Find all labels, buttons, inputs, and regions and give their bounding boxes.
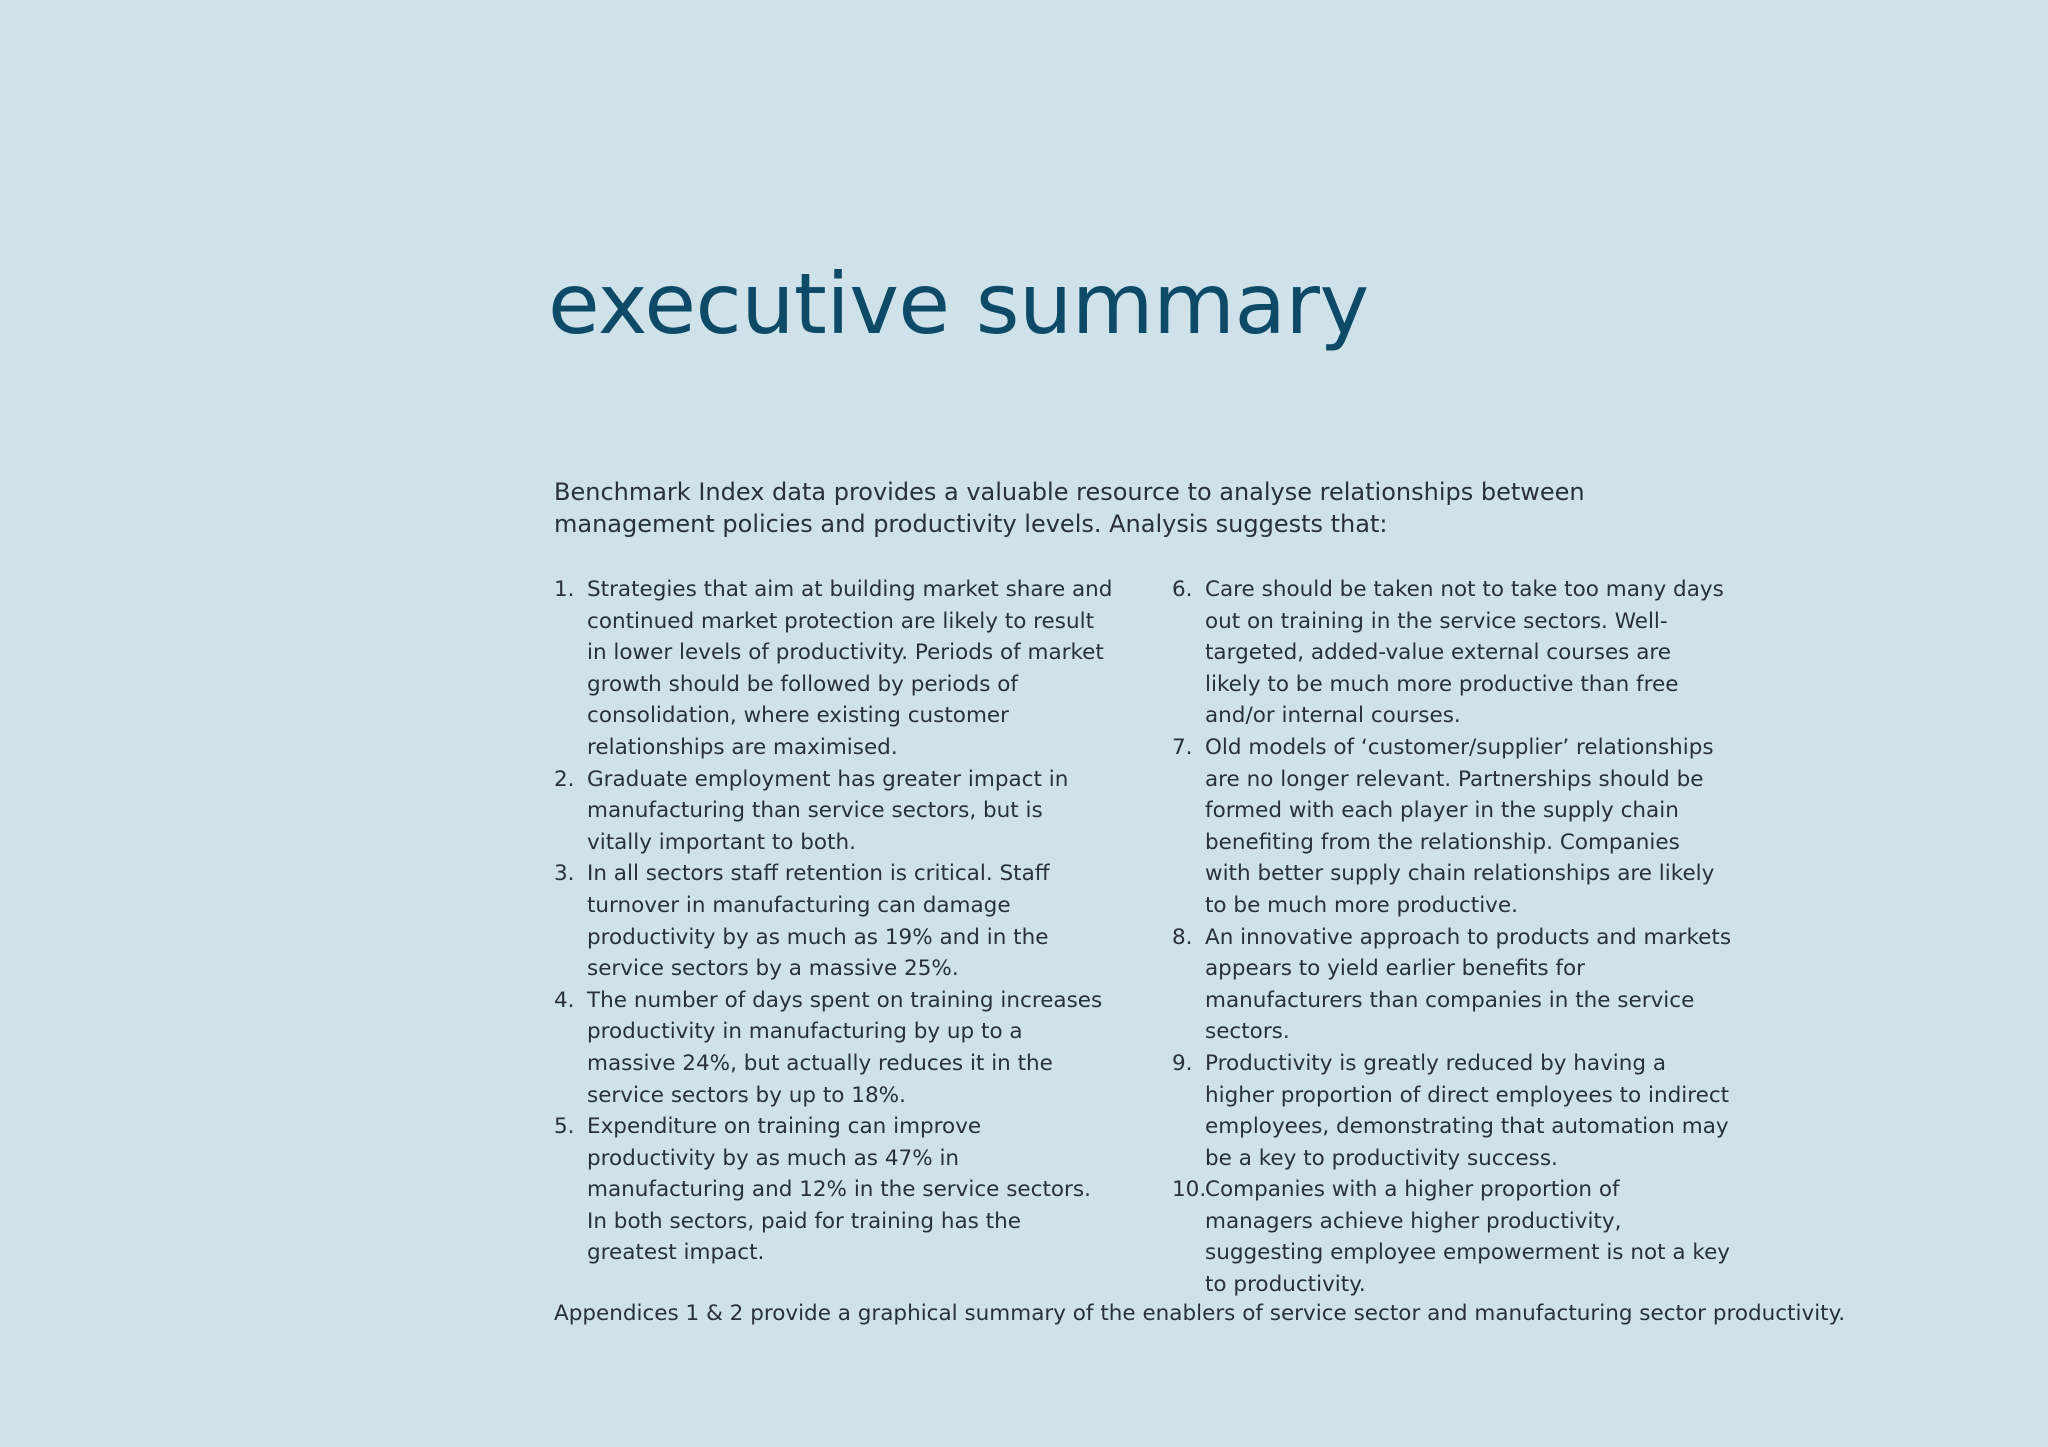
finding-item xyxy=(1172,574,1732,732)
intro-paragraph: Benchmark Index data provides a valuable resource to analyse relationships between management policies and productivity levels. Analysis suggests that: xyxy=(554,478,1585,538)
finding-item xyxy=(554,764,1114,859)
finding-number: 4. xyxy=(554,987,575,1013)
finding-text: Expenditure on training can improve productivity by as much as 47% in manufacturing and 12% in the service sectors. In both sectors, paid for training has the greatest impact. xyxy=(587,1114,1091,1266)
finding-number: 2. xyxy=(554,766,575,792)
finding-item xyxy=(1172,1174,1732,1300)
finding-number: 6. xyxy=(1172,577,1193,602)
finding-text: The number of days spent on training increases productivity in manufacturing by up to a massive 24%, but actually reduces it in the service sectors by up to 18%. xyxy=(587,987,1103,1108)
finding-number: 5. xyxy=(554,1114,575,1140)
finding-text: Graduate employment has greater impact in manufacturing than service sectors, but is vitally important to both. xyxy=(587,766,1069,855)
findings-list-right xyxy=(1172,574,1732,1301)
finding-text: Companies with a higher proportion of managers achieve higher productivity, suggesting employee empowerment is not a key to productivity. xyxy=(1205,1177,1731,1298)
finding-number: 7. xyxy=(1172,734,1193,760)
findings-list-left xyxy=(554,574,1114,1269)
finding-number: 8. xyxy=(1172,924,1193,950)
page-title: executive summary xyxy=(548,255,1369,353)
finding-item xyxy=(1172,922,1732,1048)
finding-item xyxy=(1172,732,1732,922)
appendix-note: Appendices 1 & 2 provide a graphical summary of the enablers of service sector and manufacturing sector productivity. xyxy=(554,1301,1846,1326)
finding-item xyxy=(554,1111,1114,1269)
finding-text: In all sectors staff retention is critical. Staff turnover in manufacturing can damage productivity by as much as 19% and in the service sectors by a massive 25%. xyxy=(587,861,1050,982)
finding-text: An innovative approach to products and markets appears to yield earlier benefits for manufacturers than companies in the service sectors. xyxy=(1205,924,1732,1045)
finding-item xyxy=(554,985,1114,1111)
finding-number: 3. xyxy=(554,861,575,887)
finding-text: Old models of ‘customer/supplier’ relationships are no longer relevant. Partnerships should be formed with each player in the supply chain benefiting from the relationship. Companies with better supply chain relationships are likely to be much more productive. xyxy=(1205,734,1715,918)
finding-number: 1. xyxy=(554,577,575,602)
finding-text: Strategies that aim at building market share and continued market protection are likely to result in lower levels of productivity. Periods of market growth should be followed by periods of consolidation, where existing customer relationships are maximised. xyxy=(587,577,1113,760)
finding-number: 9. xyxy=(1172,1050,1193,1076)
finding-item xyxy=(554,858,1114,984)
finding-number: 10. xyxy=(1172,1177,1207,1203)
finding-item xyxy=(1172,1048,1732,1174)
finding-item xyxy=(554,574,1114,764)
finding-text: Productivity is greatly reduced by having a higher proportion of direct employees to indirect employees, demonstrating that automation may be a key to productivity success. xyxy=(1205,1050,1730,1171)
finding-text: Care should be taken not to take too many days out on training in the service sectors. Well-targeted, added-value external courses are likely to be much more productive than free and/or internal courses. xyxy=(1205,577,1724,729)
